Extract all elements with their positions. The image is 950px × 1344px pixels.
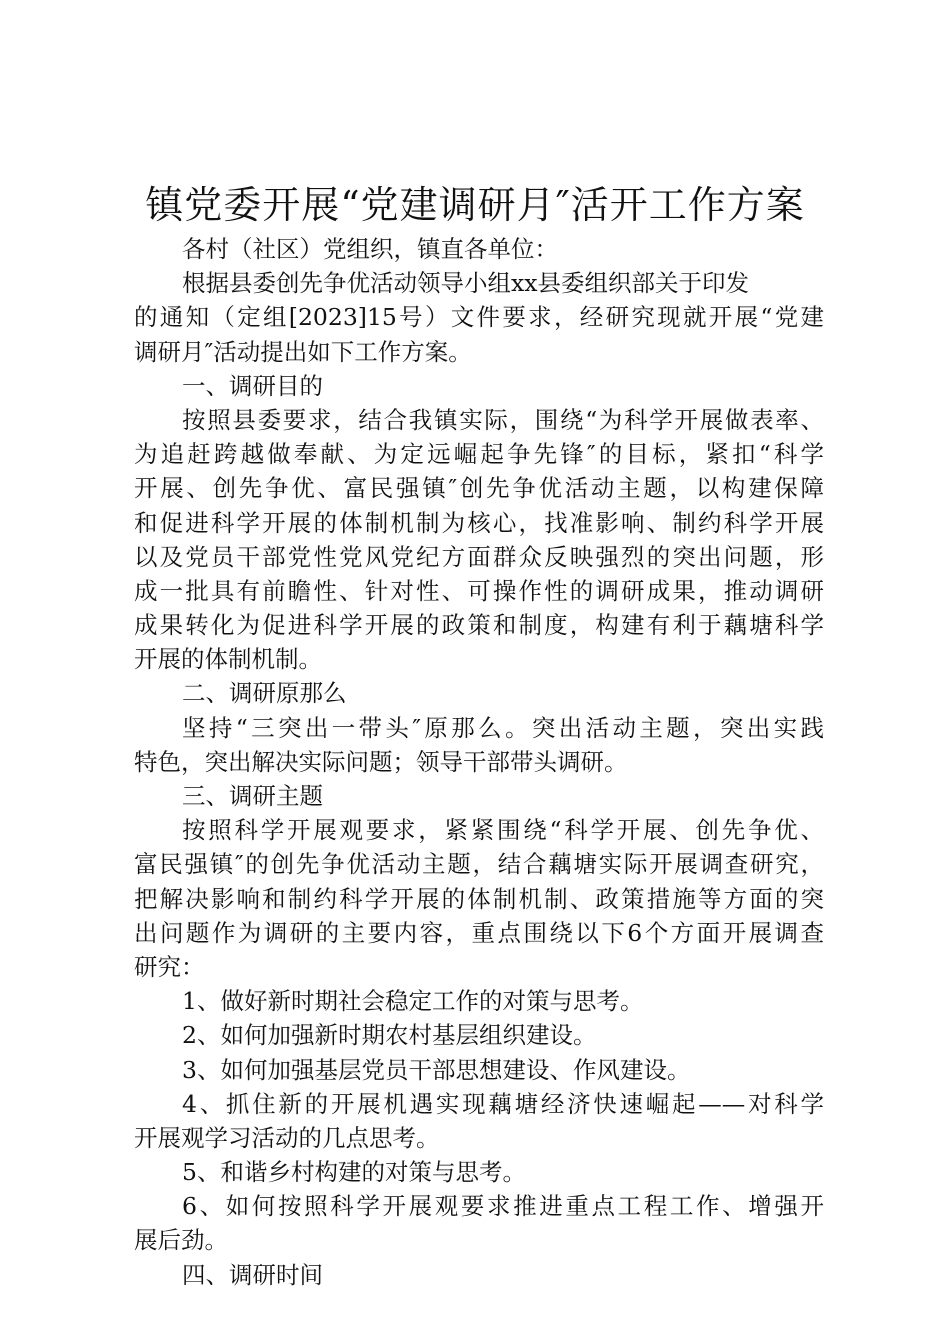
body-line: 为追赶跨越做奉献、为定远崛起争先锋″的目标，紧扣“科学 (134, 440, 824, 469)
body-line: 富民强镇″的创先争优活动主题，结合藕塘实际开展调查研究， (134, 850, 824, 879)
body-line: 开展观学习活动的几点思考。 (134, 1123, 440, 1152)
body-line: 6、如何按照科学开展观要求推进重点工程工作、增强开 (182, 1192, 824, 1221)
body-line: 的通知（定组[2023]15号）文件要求，经研究现就开展“党建 (134, 303, 824, 332)
body-line: 按照科学开展观要求，紧紧围绕“科学开展、创先争优、 (182, 816, 824, 845)
body-line: 和促进科学开展的体制机制为核心，找准影响、制约科学开展 (134, 508, 824, 537)
body-line: 调研月″活动提出如下工作方案。 (134, 337, 472, 366)
body-line: 出问题作为调研的主要内容，重点围绕以下6个方面开展调查 (134, 918, 824, 947)
body-line: 一、调研目的 (182, 371, 323, 400)
body-line: 研究： (134, 952, 205, 981)
document-body (134, 232, 824, 1292)
body-line: 2、如何加强新时期农村基层组织建设。 (182, 1021, 597, 1050)
body-line: 把解决影响和制约科学开展的体制机制、政策措施等方面的突 (134, 884, 824, 913)
body-line: 1、做好新时期社会稳定工作的对策与思考。 (182, 987, 644, 1016)
body-line: 3、如何加强基层党员干部思想建设、作风建设。 (182, 1055, 691, 1084)
body-line: 4、抓住新的开展机遇实现藕塘经济快速崛起——对科学 (182, 1089, 824, 1118)
body-line: 根据县委创先争优活动领导小组xx县委组织部关于印发 (182, 269, 750, 298)
body-line: 开展的体制机制。 (134, 645, 322, 674)
body-line: 特色，突出解决实际问题；领导干部带头调研。 (134, 747, 628, 776)
body-line: 开展、创先争优、富民强镇″创先争优活动主题，以构建保障 (134, 474, 824, 503)
body-line: 四、调研时间 (182, 1260, 323, 1289)
body-line: 成一批具有前瞻性、针对性、可操作性的调研成果，推动调研 (134, 576, 824, 605)
document-title: 镇党委开展“党建调研月″活开工作方案 (145, 183, 805, 227)
body-line: 成果转化为促进科学开展的政策和制度，构建有利于藕塘科学 (134, 611, 824, 640)
body-line: 坚持“三突出一带头″原那么。突出活动主题，突出实践 (182, 713, 824, 742)
body-line: 各村（社区）党组织，镇直各单位： (182, 235, 558, 263)
body-line: 展后劲。 (134, 1226, 228, 1255)
body-line: 以及党员干部党性党风党纪方面群众反映强烈的突出问题，形 (134, 542, 824, 571)
body-line: 5、和谐乡村构建的对策与思考。 (182, 1158, 526, 1187)
body-line: 三、调研主题 (182, 782, 323, 810)
body-line: 二、调研原那么 (182, 679, 347, 708)
body-line: 按照县委要求，结合我镇实际，围绕“为科学开展做表率、 (182, 405, 824, 434)
